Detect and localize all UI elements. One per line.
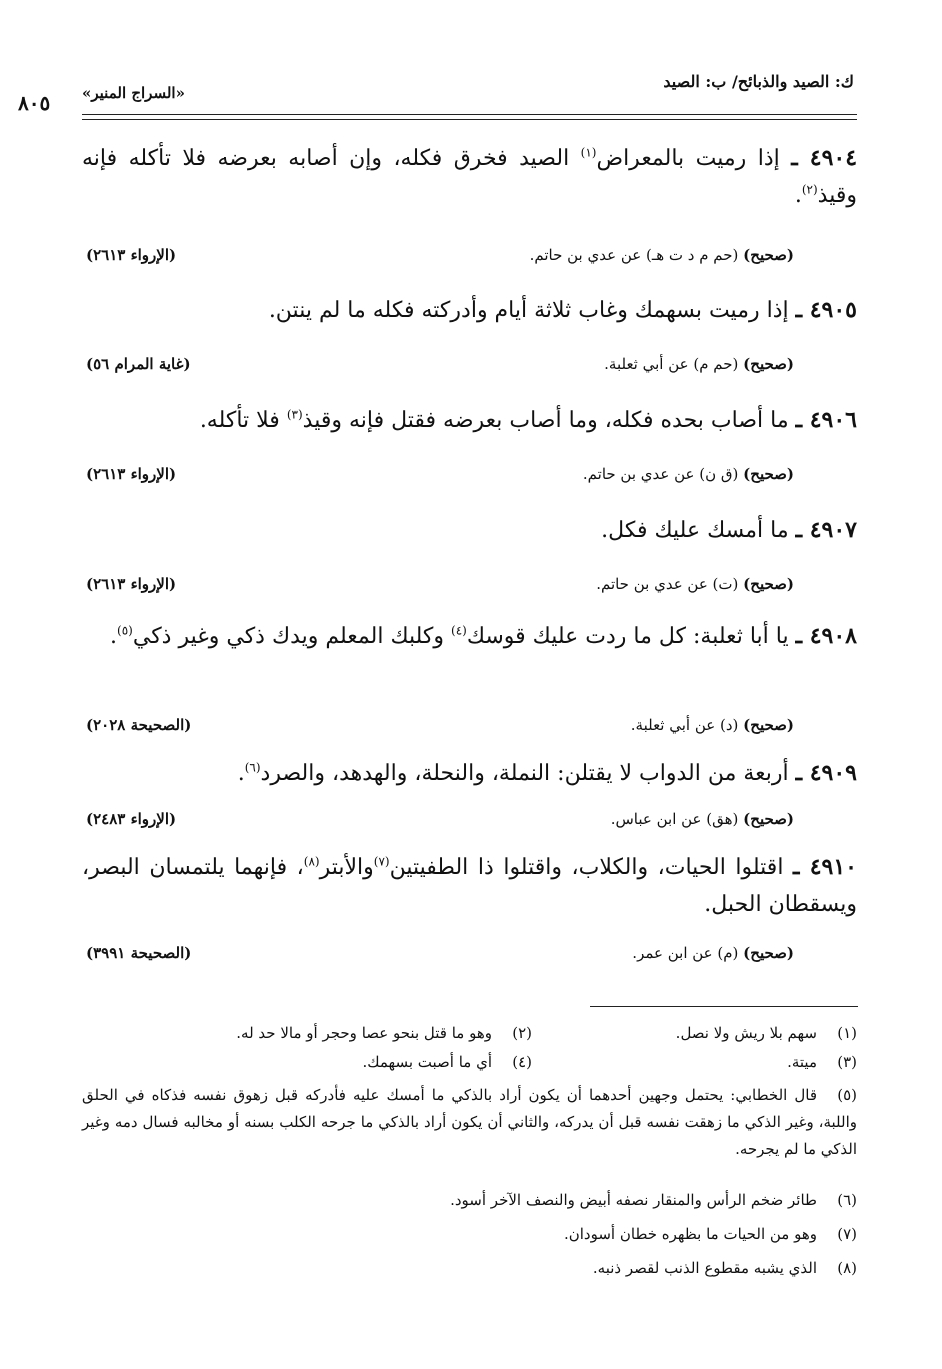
footnote-separator [590, 1006, 858, 1007]
header-rule-bottom [82, 119, 857, 120]
footnote [82, 1221, 857, 1248]
narration: (ت) عن عدي بن حاتم. [596, 575, 739, 593]
reference-source: (الإرواء ٢٦١٣) [86, 465, 177, 483]
grade-and-narration [631, 716, 794, 734]
hadith-text: . [110, 624, 118, 649]
grade-label: (صحيح) [743, 944, 794, 962]
footnote-ref: (٢) [801, 182, 818, 197]
grade-label: (صحيح) [743, 716, 794, 734]
hadith-entry [82, 140, 857, 214]
hadith-entry [82, 755, 857, 792]
hadith-text: أربعة من الدواب لا يقتلن: النملة، والنحلة، والهدهد، والصرد [260, 761, 789, 786]
footnote-ref: (٥) [117, 623, 133, 638]
hadith-number: ٤٩١٠ ـ [793, 854, 857, 880]
hadith-text: إذا رميت بالمعراض [596, 146, 780, 171]
hadith-entry [82, 402, 857, 439]
footnote-number: (٢) [512, 1024, 532, 1042]
footnote-number: (٣) [837, 1053, 857, 1071]
footnote [82, 1049, 532, 1076]
reference-source: (الصحيحة ٣٩٩١) [86, 944, 192, 962]
footnote [517, 1049, 857, 1076]
grade-and-narration [604, 355, 794, 373]
footnote-number: (٦) [837, 1191, 857, 1209]
hadith-number: ٤٩٠٧ ـ [795, 517, 857, 543]
grade-and-narration [611, 810, 794, 828]
narration: (حم م) عن أبي ثعلبة. [604, 355, 739, 373]
grade-and-narration [596, 575, 794, 593]
footnote-ref: (١) [580, 145, 597, 160]
footnote-number: (٨) [837, 1259, 857, 1277]
footnote [82, 1255, 857, 1282]
footnote-text: طائر ضخم الرأس والمنقار نصفه أبيض والنصف الآخر أسود. [450, 1191, 817, 1209]
grade-and-narration [583, 465, 794, 483]
footnote [82, 1020, 532, 1047]
footnote [82, 1187, 857, 1214]
grade-and-narration [632, 944, 794, 962]
hadith-text: والأبتر [319, 855, 374, 880]
grade-label: (صحيح) [743, 246, 794, 264]
hadith-text: وكلبك المعلم ويدك ذكي وغير ذكي [132, 624, 451, 649]
hadith-grade-line [82, 246, 794, 268]
page-number: ٨٠٥ [18, 91, 51, 115]
hadith-number: ٤٩٠٩ ـ [795, 760, 857, 786]
hadith-entry [82, 512, 857, 549]
hadith-entry [82, 292, 857, 329]
footnote-number: (٤) [512, 1053, 532, 1071]
header-rule-top [82, 114, 857, 115]
reference-source: (الإرواء ٢٤٨٣) [86, 810, 177, 828]
hadith-entry [82, 849, 857, 923]
footnote-text: قال الخطابي: يحتمل وجهين أحدهما أن يكون أراد بالذكي ما أمسك عليه فأدركه قبل زهوق نفسه فذكاه في الحلق واللبة، وغير الذكي ما زهقت نفسه قبل أن يدركه، والثاني أن يكون أراد بالذكي ما جرحه الكلب بسنه أو مخالبه فسال دمه وغير الذكي ما لم يجرحه. [82, 1086, 857, 1158]
reference-source: (الإرواء ٢٦١٣) [86, 575, 177, 593]
grade-label: (صحيح) [743, 465, 794, 483]
hadith-grade-line [82, 716, 794, 738]
hadith-number: ٤٩٠٨ ـ [795, 623, 857, 649]
reference-source: (الإرواء ٢٦١٣) [86, 246, 177, 264]
hadith-text: الصيد فخرق فكله، وإن أصابه بعرضه فلا تأكله فإنه وقيذ [82, 146, 857, 208]
footnote [82, 1082, 857, 1163]
hadith-number: ٤٩٠٤ ـ [791, 145, 858, 171]
hadith-text: اقتلوا الحيات، والكلاب، واقتلوا ذا الطفيتين [389, 855, 784, 880]
hadith-text: إذا رميت بسهمك وغاب ثلاثة أيام وأدركته فكله ما لم ينتن. [268, 298, 789, 323]
hadith-entry [82, 618, 857, 655]
grade-label: (صحيح) [743, 575, 794, 593]
hadith-text: يا أبا ثعلبة: كل ما ردت عليك قوسك [466, 624, 789, 649]
grade-and-narration [530, 246, 794, 264]
narration: (م) عن ابن عمر. [632, 944, 739, 962]
hadith-text: ما أصاب بحده فكله، وما أصاب بعرضه فقتل فإنه وقيذ [302, 408, 789, 433]
footnote-ref: (٧) [373, 854, 390, 869]
footnote-number: (٥) [837, 1086, 857, 1104]
footnote-text: أي ما أصبت بسهمك. [362, 1053, 492, 1071]
hadith-text: فلا تأكله. [199, 408, 287, 433]
hadith-number: ٤٩٠٥ ـ [795, 297, 857, 323]
footnote-ref: (٣) [286, 407, 303, 422]
hadith-text: . [794, 183, 802, 208]
reference-source: (الصحيحة ٢٠٢٨) [86, 716, 192, 734]
hadith-grade-line [82, 575, 794, 597]
hadith-text: ، فإنهما يلتمسان البصر، ويسقطان الحبل. [82, 855, 857, 917]
grade-label: (صحيح) [743, 810, 794, 828]
hadith-text: ما أمسك عليك فكل. [601, 518, 789, 543]
grade-label: (صحيح) [743, 355, 794, 373]
hadith-grade-line [82, 465, 794, 487]
chapter-header: ك: الصيد والذبائح/ ب: الصيد [663, 72, 854, 91]
hadith-text: . [237, 761, 245, 786]
reference-source: (غاية المرام ٥٦) [86, 355, 191, 373]
narration: (د) عن أبي ثعلبة. [630, 716, 739, 734]
hadith-grade-line [82, 355, 794, 377]
footnote-number: (١) [837, 1024, 857, 1042]
narration: (ق ن) عن عدي بن حاتم. [582, 465, 739, 483]
footnote-text: سهم بلا ريش ولا نصل. [675, 1024, 817, 1042]
footnote-ref: (٨) [303, 854, 320, 869]
hadith-grade-line [82, 810, 794, 832]
narration: (هق) عن ابن عباس. [610, 810, 739, 828]
footnote-ref: (٤) [451, 623, 467, 638]
footnote-text: ميتة. [787, 1053, 817, 1071]
footnote-text: وهو من الحيات ما بظهره خطان أسودان. [563, 1225, 817, 1243]
narration: (حم م د ت هـ) عن عدي بن حاتم. [529, 246, 739, 264]
footnote-text: وهو ما قتل بنحو عصا وحجر أو مالا حد له. [236, 1024, 492, 1042]
footnote [517, 1020, 857, 1047]
footnote-ref: (٦) [244, 760, 261, 775]
footnote-text: الذي يشبه مقطوع الذنب لقصر ذنبه. [592, 1259, 817, 1277]
book-title-header: «السراج المنير» [82, 84, 185, 102]
hadith-grade-line [82, 944, 794, 966]
hadith-number: ٤٩٠٦ ـ [795, 407, 857, 433]
footnote-number: (٧) [837, 1225, 857, 1243]
